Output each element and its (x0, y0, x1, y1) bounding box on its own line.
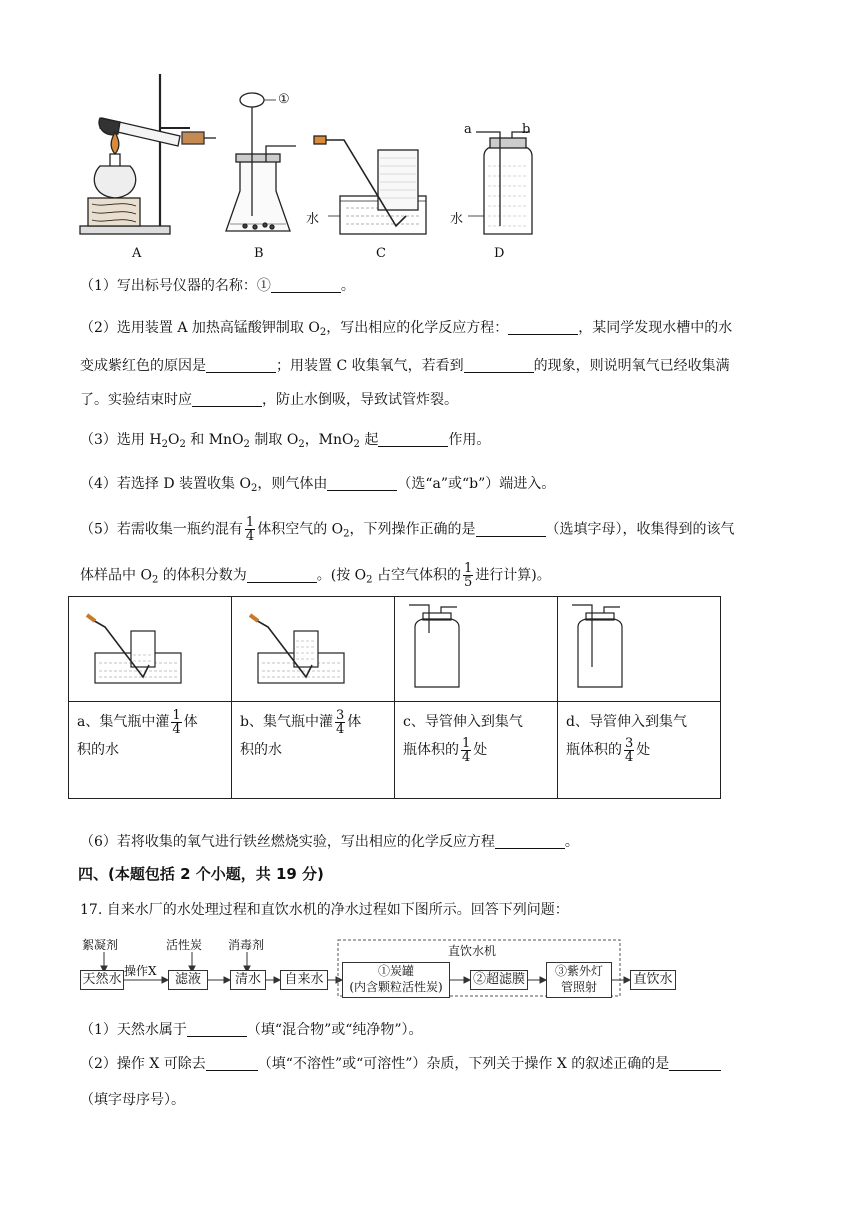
option-a-figure (69, 597, 232, 702)
flow-box-uv-lamp: ③紫外灯 管照射 (546, 962, 612, 998)
apparatus-b-drawing (226, 93, 296, 231)
option-b-figure (232, 597, 395, 702)
q16-part5-line1: （5）若需收集一瓶约混有 $\frac{1}{4}$ 体积空气的 $O_2$，下列操作正确的是 （选填字母），收集得到的该气 (80, 515, 735, 544)
apparatus-water-d: 水 (450, 212, 464, 227)
q16-part2-line3: 了。实验结束时应 ，防止水倒吸，导致试管炸裂。 (80, 392, 458, 408)
apparatus-port-b: b (522, 122, 531, 137)
flow-box-clear-water: 清水 (230, 970, 266, 990)
flow-box-carbon-tank: ①炭罐 (内含颗粒活性炭) (342, 962, 450, 998)
option-c-figure (395, 597, 558, 702)
q17-intro: 17. 自来水厂的水处理过程和直饮水机的净水过程如下图所示。回答下列问题： (80, 902, 569, 918)
option-a-text: a、集气瓶中灌 $\frac{1}{4}$ 体 积的水 (69, 702, 232, 799)
flow-machine-title: 直饮水机 (448, 944, 497, 958)
apparatus-a-drawing (80, 74, 216, 234)
flow-operation-x: 操作X (124, 964, 157, 978)
option-d-figure (558, 597, 721, 702)
q16-part6: （6）若将收集的氧气进行铁丝燃烧实验，写出相应的化学反应方程 。 (80, 834, 579, 850)
q16-part4: （4）若选择 D 装置收集 $O_2$，则气体由 （选“a”或“b”）端进入。 (80, 476, 556, 494)
options-table (68, 596, 721, 799)
q16-part1: （1）写出标号仪器的名称：① 。 (80, 278, 355, 294)
flow-box-filtrate: 滤液 (168, 970, 208, 990)
flow-box-natural-water: 天然水 (80, 970, 124, 990)
q16-part3: （3）选用 $H_2O_2$ 和 MnO$_2$ 制取 $O_2$，MnO$_2$ 起 作用。 (80, 432, 491, 450)
apparatus-water-c: 水 (306, 212, 320, 227)
apparatus-c-drawing (314, 136, 426, 234)
apparatus-figure (60, 66, 560, 266)
q16-part2-line2: 变成紫红色的原因是 ；用装置 C 收集氧气，若看到 的现象，则说明氧气已经收集满 (80, 358, 730, 374)
apparatus-label-a: A (132, 246, 142, 261)
q16-part2-line1: （2）选用装置 A 加热高锰酸钾制取 $O_2$，写出相应的化学反应方程： ，某同学发现水槽中的水 (80, 320, 733, 338)
q17-part2-line1: （2）操作 X 可除去 （填“不溶性”或“可溶性”）杂质，下列关于操作 X 的叙述正确的是 (80, 1054, 721, 1074)
apparatus-port-a: a (464, 122, 472, 137)
q17-part2-line2: （填字母序号）。 (80, 1092, 185, 1108)
flow-agent-flocculant: 絮凝剂 (82, 938, 119, 952)
flow-box-drinking-water: 直饮水 (630, 970, 676, 990)
section-4-heading: 四、(本题包括 2 个小题，共 19 分) (78, 865, 324, 883)
flow-box-tap-water: 自来水 (280, 970, 328, 990)
flow-agent-disinfectant: 消毒剂 (228, 938, 265, 952)
flow-agent-activated-carbon: 活性炭 (166, 938, 203, 952)
q16-part5-line2: 体样品中 $O_2$ 的体积分数为 。(按 $O_2$ 占空气体积的 $\frac{1}{5}$ 进行计算)。 (80, 561, 551, 590)
option-b-text: b、集气瓶中灌 $\frac{3}{4}$ 体 积的水 (232, 702, 395, 799)
apparatus-label-d: D (494, 246, 505, 261)
option-c-text: c、导管伸入到集气 瓶体积的 $\frac{1}{4}$ 处 (395, 702, 558, 799)
apparatus-d-drawing (468, 132, 532, 234)
flow-box-ultrafiltration: ②超滤膜 (470, 970, 528, 990)
option-d-text: d、导管伸入到集气 瓶体积的 $\frac{3}{4}$ 处 (558, 702, 721, 799)
q17-part1: （1）天然水属于 （填“混合物”或“纯净物”）。 (80, 1022, 423, 1038)
apparatus-marker-1: ① (278, 92, 290, 107)
apparatus-label-b: B (254, 246, 264, 261)
apparatus-label-c: C (376, 246, 386, 261)
